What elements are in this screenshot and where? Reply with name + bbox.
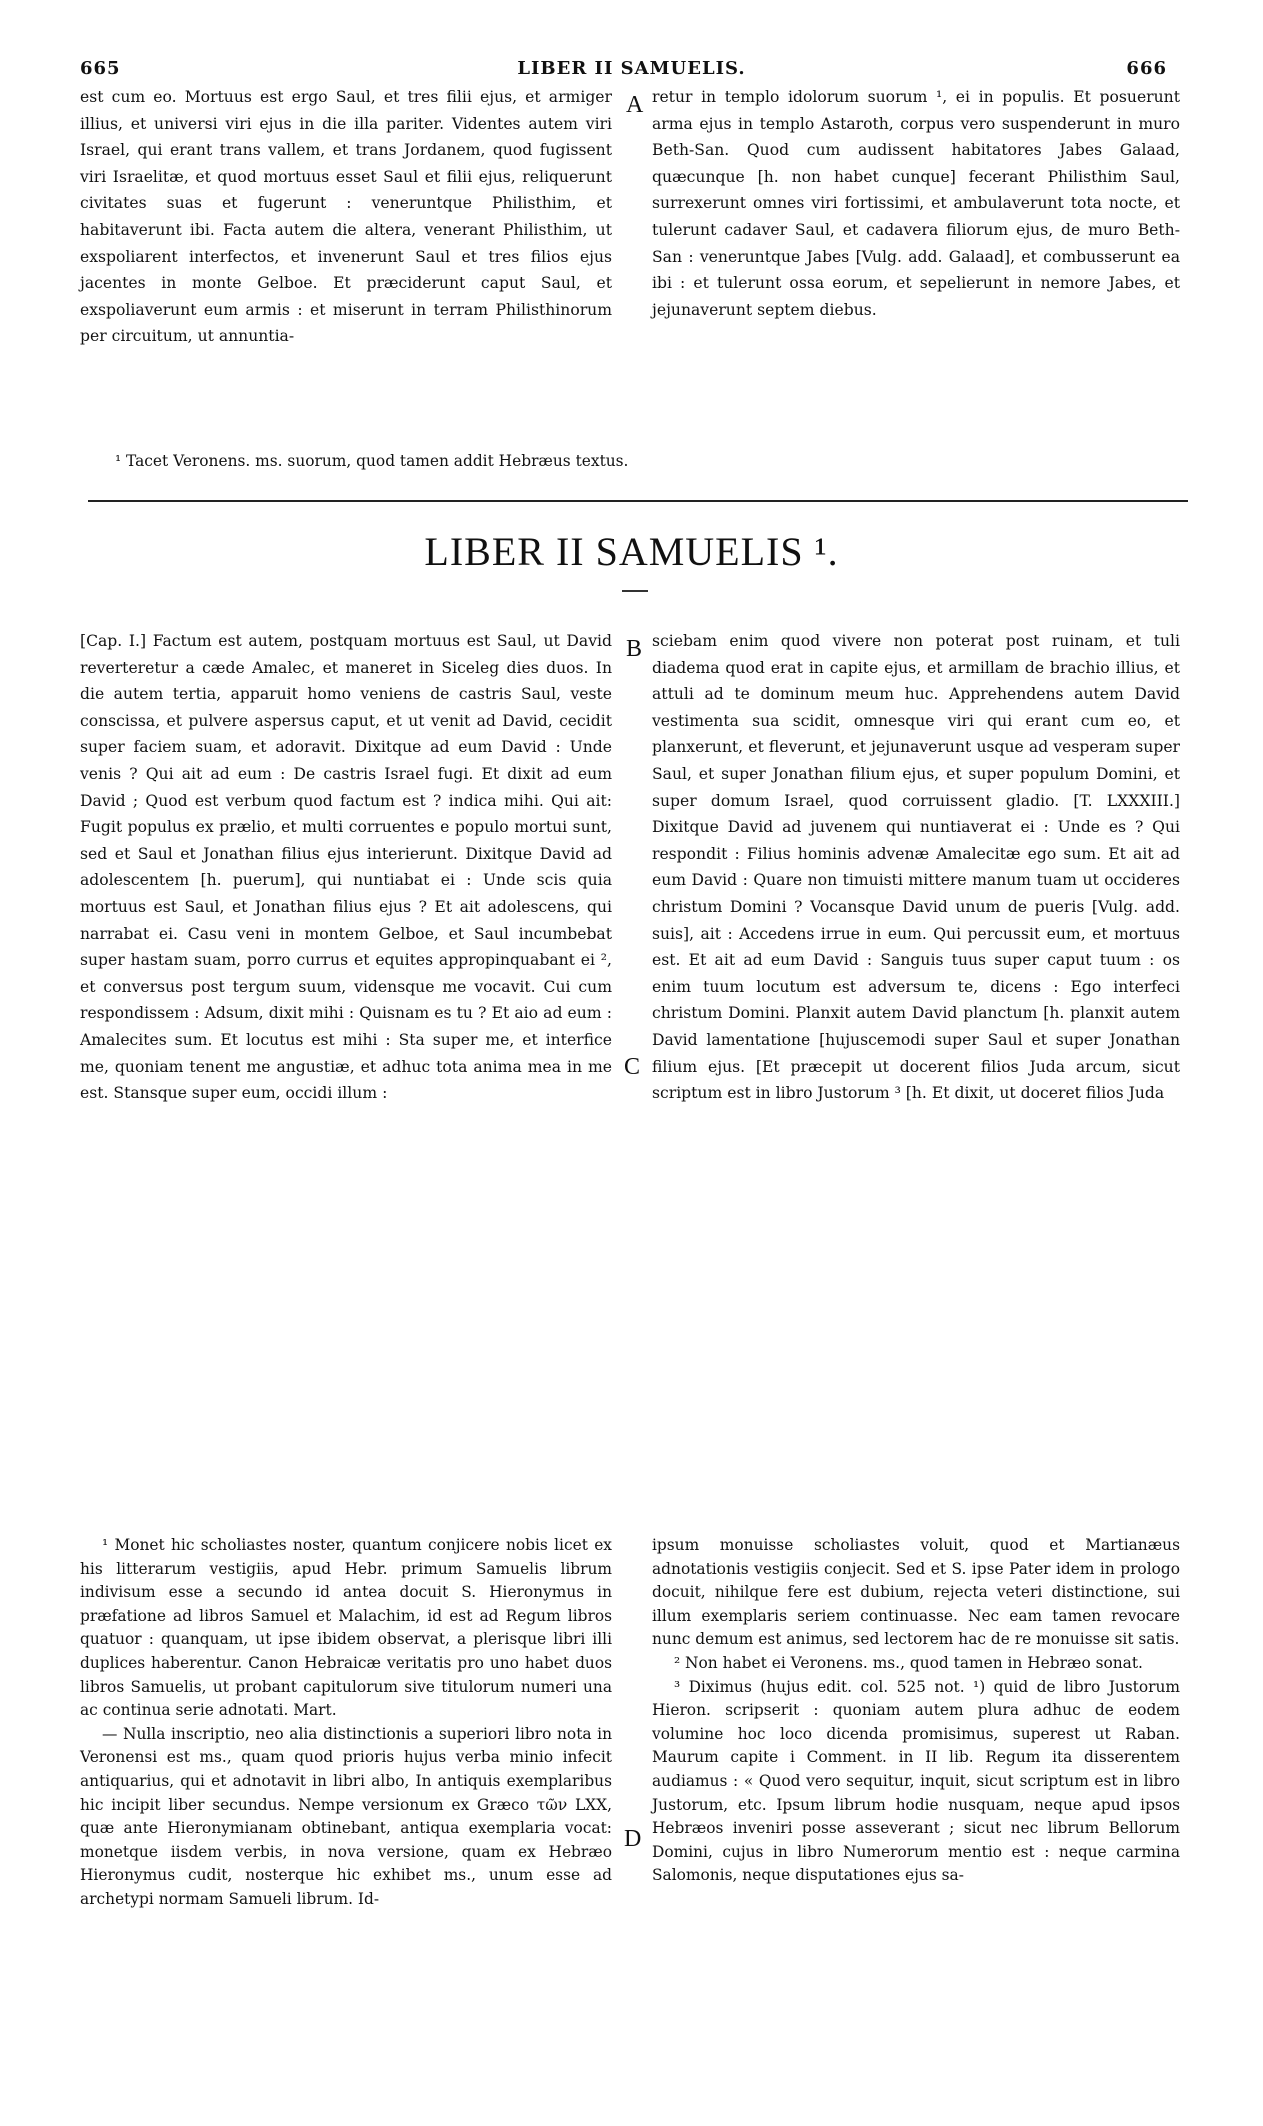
footnote-2: ² Non habet ei Veronens. ms., quod tamen in Hebræo sonat.	[674, 1653, 1143, 1672]
margin-letter-d: D	[624, 1826, 642, 1852]
margin-letter-c: C	[624, 1054, 641, 1080]
left-page-number: 665	[80, 58, 121, 79]
running-title: LIBER II SAMUELIS.	[517, 58, 746, 79]
margin-letter-b: B	[626, 636, 643, 662]
section-divider	[88, 500, 1188, 502]
body-right-column	[652, 628, 1180, 1107]
footnote-3: ³ Diximus (hujus edit. col. 525 not. ¹) quid de libro Justorum Hieron. scripserit : quoniam autem plura adhuc de eodem volumine hoc loco dicenda promisimus, superest ut Raban. Maurum capite i Comment. in II lib. Regum ita disserentem audiamus : « Quod vero sequitur, inquit, sicut scriptum est in libro Justorum, etc. Ipsum librum hodie nusquam, neque apud ipsos Hebræos inveniri posse asseverant ; sicut nec librum Bellorum Domini, cujus in libro Numerorum mentio est : neque carmina Salomonis, neque disputationes ejus sa-	[652, 1677, 1180, 1885]
margin-letter-a: A	[626, 92, 644, 118]
top-footnote: ¹ Tacet Veronens. ms. suorum, quod tamen addit Hebræus textus.	[115, 452, 629, 470]
top-right-column	[652, 84, 1180, 323]
body-right-text: sciebam enim quod vivere non poterat post ruinam, et tuli diadema quod erat in capite ejus, et armillam de brachio illius, et attuli ad te dominum meum huc. Apprehendens autem David vestimenta sua scidit, omnesque viri qui erant cum eo, et planxerunt, et fleverunt, et jejunaverunt usque ad vesperam super Saul, et super Jonathan filium ejus, et super populum Domini, et super domum Israel, quod corruissent gladio. [T. LXXXIII.] Dixitque David ad juvenem qui nuntiaverat ei : Unde es ? Qui respondit : Filius hominis advenæ Amalecitæ ego sum. Et ait ad eum David : Quare non timuisti mittere manum tuam ut occideres christum Domini ? Vocansque David unum de pueris [Vulg. add. suis], ait : Accedens irrue in eum. Qui percussit eum, et mortuus est. Et ait ad eum David : Sanguis tuus super caput tuum : os enim tuum locutum est adversum te, dicens : Ego interfeci christum Domini. Planxit autem David planctum [h. planxit autem David lamentatione [hujuscemodi super Saul et super Jonathan filium ejus. [Et præcepit ut docerent filios Juda arcum, sicut scriptum est in libro Justorum ³ [h. Et dixit, ut doceret filios Juda	[652, 632, 1180, 1103]
book-title: LIBER II SAMUELIS ¹.	[424, 529, 839, 574]
body-left-text: [Cap. I.] Factum est autem, postquam mortuus est Saul, ut David reverteretur a cæde Amalec, et maneret in Siceleg dies duos. In die autem tertia, apparuit homo veniens de castris Saul, veste conscissa, et pulvere aspersus caput, et ut venit ad David, cecidit super faciem suam, et adoravit. Dixitque ad eum David : Unde venis ? Qui ait ad eum : De castris Israel fugi. Et dixit ad eum David ; Quod est verbum quod factum est ? indica mihi. Qui ait: Fugit populus ex prælio, et multi corruentes e populo mortui sunt, sed et Saul et Jonathan filius ejus interierunt. Dixitque David ad adolescentem [h. puerum], qui nuntiabat ei : Unde scis quia mortuus est Saul, et Jonathan filius ejus ? Et ait adolescens, qui narrabat ei. Casu veni in montem Gelboe, et Saul incumbebat super hastam suam, porro currus et equites appropinquabant ei ², et conversus post tergum suum, vidensque me vocavit. Cui cum respondissem : Adsum, dixit mihi : Quisnam es tu ? Et aio ad eum : Amalecites sum. Et locutus est mihi : Sta super me, et interfice me, quoniam tenent me angustiæ, et adhuc tota anima mea in me est. Stansque super eum, occidi illum :	[80, 632, 612, 1103]
top-right-text: retur in templo idolorum suorum ¹, ei in populis. Et posuerunt arma ejus in templo Astaroth, corpus vero suspenderunt in muro Beth-San. Quod cum audissent habitatores Jabes Galaad, quæcunque [h. non habet cunque] fecerant Philisthim Saul, surrexerunt omnes viri fortissimi, et ambulaverunt tota nocte, et tulerunt cadaver Saul, et cadavera filiorum ejus, de muro Beth-San : veneruntque Jabes [Vulg. add. Galaad], et combusserunt ea ibi : et tulerunt ossa eorum, et sepelierunt in nemore Jabes, et jejunaverunt septem diebus.	[652, 88, 1180, 319]
title-dash	[622, 590, 648, 592]
top-left-column	[80, 84, 612, 350]
top-left-text: est cum eo. Mortuus est ergo Saul, et tres filii ejus, et armiger illius, et universi viri ejus in die illa pariter. Videntes autem viri Israel, qui erant trans vallem, et trans Jordanem, quod fugissent viri Israelitæ, et quod mortuus esset Saul et filii ejus, reliquerunt civitates suas et fugerunt : veneruntque Philisthim, et habitaverunt ibi. Facta autem die altera, venerant Philisthim, ut exspoliarent interfectos, et invenerunt Saul et tres filios ejus jacentes in monte Gelboe. Et præciderunt caput Saul, et exspoliaverunt eum armis : et miserunt in terram Philisthinorum per circuitum, ut annuntia-	[80, 88, 612, 346]
footnote-1: ¹ Monet hic scholiastes noster, quantum conjicere nobis licet ex his litterarum vestigiis, apud Hebr. primum Samuelis librum indivisum esse a secundo id antea docuit S. Hieronymus in præfatione ad libros Samuel et Malachim, id est ad Regum libros quatuor : quanquam, ut ipse ibidem observat, a plerisque libri illi duplices haberentur. Canon Hebraicæ veritatis pro uno habet duos libros Samuelis, ut probant capitulorum sive titulorum numeri una ac continua serie adnotati. Mart.	[80, 1536, 612, 1720]
footnote-1-continued: — Nulla inscriptio, neo alia distinctionis a superiori libro nota in Veronensi est ms., quam quod prioris hujus verba minio infecit antiquarius, qui et adnotavit in libri albo, In antiquis exemplaribus hic incipit liber secundus. Nempe versionum ex Græco τῶν LXX, quæ ante Hieronymianam obtinebant, antiqua exemplaria vocat: monetque iisdem verbis, in nova versione, quam ex Hebræo Hieronymus cudit, nosterque hic exhibet ms., unum esse ad archetypi normam Samueli librum. Id-	[80, 1724, 612, 1908]
body-left-column	[80, 628, 612, 1107]
footnote-1-end: ipsum monuisse scholiastes voluit, quod et Martianæus adnotationis vestigiis conjecit. Sed et S. ipse Pater idem in prologo docuit, nihilque fere est dubium, rejecta veteri distinctione, sui illum exemplaris seriem continuasse. Nec eam tamen revocare nunc demum est animus, sed lectorem hac de re monuisse sit satis.	[652, 1536, 1180, 1649]
right-page-number: 666	[1126, 58, 1167, 79]
footnotes-right-column	[652, 1534, 1180, 1888]
footnotes-left-column	[80, 1534, 612, 1912]
